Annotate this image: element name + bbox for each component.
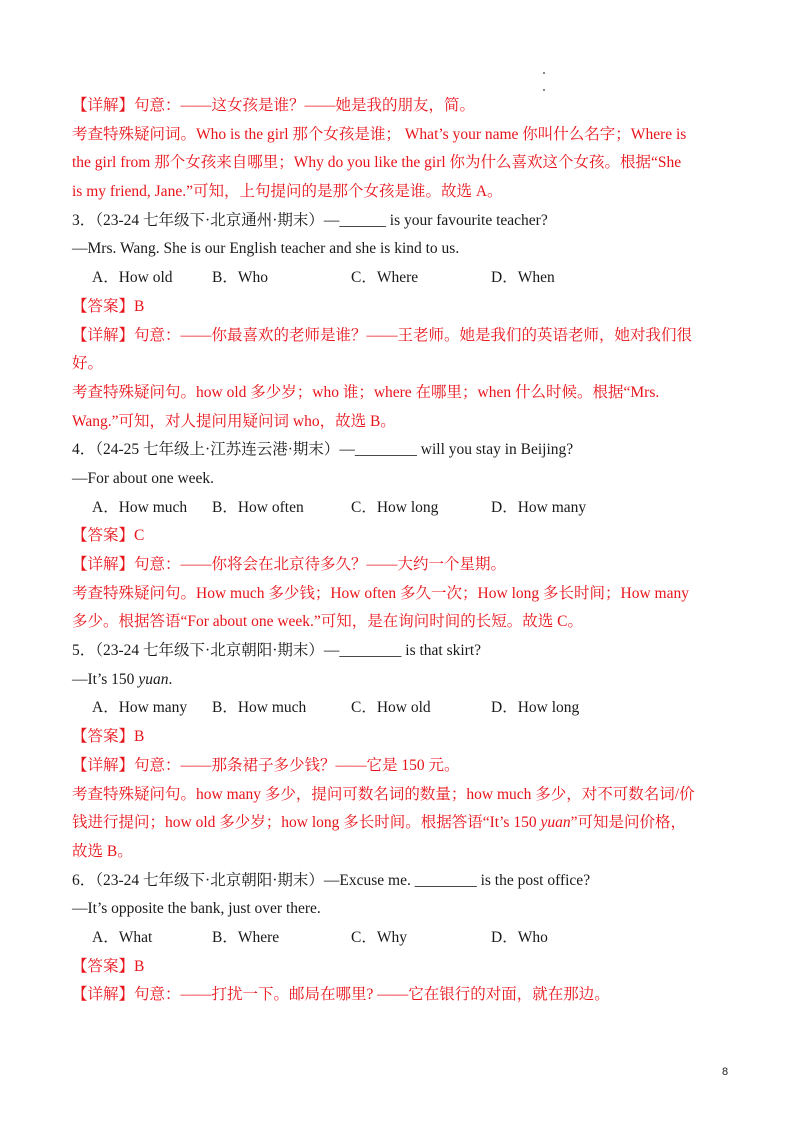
options-row [72, 924, 732, 953]
option-b: B．How much [212, 699, 307, 717]
answer-line [72, 522, 732, 551]
analysis-line: 考查特殊疑问句。how many 多少，提问可数名词的数量；how much 多少，对不可数名词/价 [72, 785, 695, 803]
speck-mark [543, 72, 545, 74]
analysis-line: 考查特殊疑问句。How much 多少钱；How often 多久一次；How long 多长时间；How many [72, 584, 689, 602]
answer-blank: ________ [414, 871, 477, 889]
page-number: 8 [722, 1066, 729, 1078]
option-a: A．How many [92, 699, 188, 717]
question-reply: —It’s opposite the bank, just over there. [72, 900, 321, 918]
answer-line [72, 723, 732, 752]
question-source: （23-24 七年级下·北京通州·期末） [95, 211, 324, 229]
question-source: （23-24 七年级下·北京朝阳·期末） [95, 871, 324, 889]
question-stem [72, 436, 732, 465]
answer-tag: 【答案】 [72, 527, 135, 545]
option-d: D．How long [491, 699, 580, 717]
question-number: 6． [72, 871, 96, 889]
stem-after: is the post office? [476, 871, 591, 889]
option-d: D．How many [491, 498, 587, 516]
detail-meaning: 句意：——这女孩是谁？——她是我的朋友，简。 [134, 97, 476, 114]
stem-before: — [339, 441, 355, 459]
detail-meaning: 句意：——你将会在北京待多久？——大约一个星期。 [134, 556, 507, 573]
page-body [72, 92, 732, 1010]
question-number: 4． [72, 441, 96, 459]
analysis-line: 故选 B。 [72, 842, 133, 860]
analysis-line: 考查特殊疑问句。how old 多少岁；who 谁；where 在哪里；when 什么时候。根据“Mrs. [72, 383, 660, 401]
option-b: B．Who [212, 269, 268, 287]
detail-tag: 【详解】 [72, 326, 135, 344]
question-reply [72, 666, 732, 695]
question-stem [72, 207, 732, 236]
reply-suffix: . [168, 670, 173, 688]
answer-value: C [134, 527, 145, 545]
analysis-line: is my friend, Jane.”可知，上句提问的是那个女孩是谁。故选 A。 [72, 183, 503, 201]
question-source: （23-24 七年级下·北京朝阳·期末） [95, 642, 324, 660]
question-stem [72, 867, 732, 896]
reply-text: —It’s 150 [72, 670, 139, 688]
detail-tag: 【详解】 [72, 556, 135, 573]
answer-tag: 【答案】 [72, 728, 135, 746]
detail-tag: 【详解】 [72, 986, 135, 1004]
options-row [72, 694, 732, 723]
answer-blank: ________ [339, 642, 402, 660]
analysis-line: 考查特殊疑问词。Who is the girl 那个女孩是谁； What’s your name 你叫什么名字；Where is [72, 125, 687, 143]
answer-value: B [134, 957, 145, 975]
stem-before: — [323, 211, 340, 229]
answer-line [72, 953, 732, 982]
detail-line [72, 551, 732, 580]
detail-line [72, 322, 732, 351]
detail-line: 好。 [72, 355, 104, 373]
analysis-line: 多少。根据答语“For about one week.”可知，是在询问时间的长短。故选 C。 [72, 613, 584, 631]
stem-before: —Excuse me. [323, 871, 415, 889]
question-reply: —Mrs. Wang. She is our English teacher and she is kind to us. [72, 240, 460, 258]
analysis-line: Wang.”可知，对人提问用疑问词 who，故选 B。 [72, 412, 396, 430]
option-c: C．Where [351, 269, 419, 287]
answer-line [72, 293, 732, 322]
stem-after: is your favourite teacher? [385, 211, 548, 229]
answer-tag: 【答案】 [72, 297, 135, 315]
option-b: B．Where [212, 928, 280, 946]
answer-blank: ________ [354, 441, 417, 459]
option-b: B．How often [212, 498, 304, 516]
question-number: 5． [72, 642, 96, 660]
option-c: C．Why [351, 928, 407, 946]
detail-line [72, 981, 732, 1010]
detail-meaning: 句意：——你最喜欢的老师是谁？——王老师。她是我们的英语老师，她对我们很 [134, 326, 693, 344]
option-a: A．How much [92, 498, 188, 516]
option-c: C．How long [351, 498, 439, 516]
question-reply: —For about one week. [72, 469, 215, 487]
option-c: C．How old [351, 699, 431, 717]
stem-after: will you stay in Beijing? [416, 441, 574, 459]
question-source: （24-25 七年级上·江苏连云港·期末） [95, 441, 340, 459]
option-d: D．When [491, 269, 555, 287]
speck-mark [543, 89, 545, 91]
option-d: D．Who [491, 928, 548, 946]
answer-value: B [134, 728, 145, 746]
reply-italic: yuan [138, 670, 169, 688]
answer-value: B [134, 297, 145, 315]
stem-after: is that skirt? [401, 642, 482, 660]
stem-before: — [323, 642, 340, 660]
analysis-italic: yuan [540, 814, 571, 832]
options-row [72, 264, 732, 293]
options-row [72, 494, 732, 523]
analysis-line: the girl from 那个女孩来自哪里；Why do you like the girl 你为什么喜欢这个女孩。根据“She [72, 154, 682, 172]
analysis-text-after: ”可知是问价格， [570, 814, 686, 832]
option-a: A．How old [92, 269, 173, 287]
answer-tag: 【答案】 [72, 957, 135, 975]
detail-tag: 【详解】 [72, 756, 135, 774]
answer-blank: ______ [339, 211, 386, 229]
analysis-text: 钱进行提问；how old 多少岁；how long 多长时间。根据答语“It’s 150 [72, 814, 541, 832]
detail-line [72, 752, 732, 781]
option-a: A．What [92, 928, 153, 946]
detail-line [72, 92, 732, 121]
question-stem [72, 637, 732, 666]
analysis-line [72, 809, 732, 838]
question-number: 3． [72, 211, 96, 229]
detail-meaning: 句意：——打扰一下。邮局在哪里? ——它在银行的对面，就在那边。 [134, 986, 610, 1004]
detail-meaning: 句意：——那条裙子多少钱？——它是 150 元。 [134, 756, 460, 774]
detail-tag: 【详解】 [72, 97, 135, 114]
